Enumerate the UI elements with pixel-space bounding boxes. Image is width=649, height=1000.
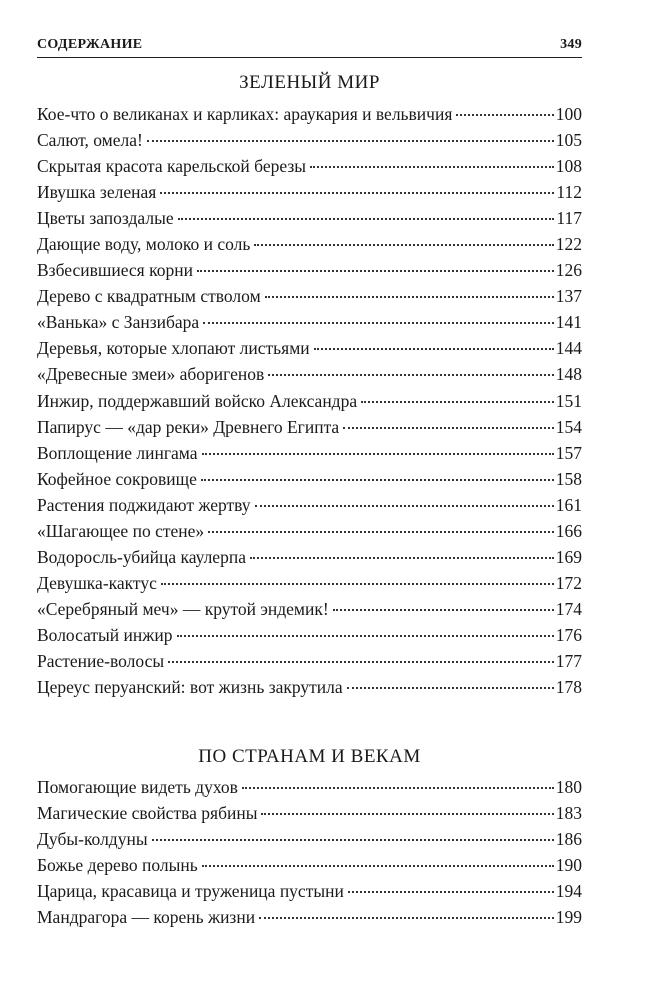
toc-entry-page: 141 (555, 312, 582, 333)
toc-entry-title: Салют, омела! (37, 130, 143, 151)
section-title: ЗЕЛЕНЫЙ МИР (239, 72, 380, 93)
dot-leader (268, 373, 554, 376)
toc-entry (37, 257, 582, 283)
toc-entry-title: Волосатый инжир (37, 624, 173, 645)
toc-entry-page: 117 (556, 208, 582, 229)
toc-entry-title: Дубы-колдуны (37, 829, 148, 850)
toc-entry (37, 852, 582, 878)
toc-entry-title: Кое-что о великанах и карликах: араукария и вельвичия (37, 104, 453, 124)
dot-leader (201, 478, 554, 481)
toc-entry-title: Папирус — «дар реки» Древнего Египта (37, 416, 340, 437)
toc-entry (37, 179, 582, 205)
toc-entry-page: 180 (555, 777, 582, 797)
toc-entry-page: 172 (555, 572, 582, 593)
toc-entry-page: 186 (555, 829, 582, 850)
toc-entry-title: «Серебряный меч» — крутой эндемик! (37, 598, 329, 619)
toc-entry-title: Цветы запоздалые (37, 208, 174, 229)
page-number: 349 (560, 37, 582, 52)
dot-leader (254, 243, 553, 246)
toc-entry (37, 492, 582, 518)
toc-entry-title: Взбесившиеся корни (37, 260, 193, 281)
toc-entry (37, 231, 582, 257)
toc-entry-title: «Ванька» с Занзибара (37, 312, 200, 333)
toc-entry (37, 674, 582, 700)
toc-entry-page: 174 (555, 598, 582, 619)
dot-leader (348, 890, 554, 893)
dot-leader (177, 634, 554, 637)
toc-entry (37, 544, 582, 570)
dot-leader (168, 660, 554, 663)
toc-list (37, 101, 582, 700)
toc-entry (37, 518, 582, 544)
toc-entry-page: 154 (555, 416, 582, 437)
dot-leader (202, 452, 554, 455)
toc-list (37, 774, 582, 930)
toc-entry-page: 108 (555, 156, 582, 177)
dot-leader (250, 556, 554, 559)
dot-leader (160, 191, 554, 194)
toc-entry (37, 101, 582, 127)
dot-leader (333, 608, 554, 611)
toc-entry (37, 596, 582, 622)
toc-entry (37, 440, 582, 466)
dot-leader (343, 426, 554, 429)
dot-leader (147, 139, 554, 142)
toc-entry-title: Воплощение лингама (37, 442, 198, 463)
toc-entry-page: 177 (555, 650, 582, 671)
toc-entry (37, 826, 582, 852)
toc-entry-page: 161 (555, 494, 582, 515)
toc-entry (37, 283, 582, 309)
dot-leader (310, 165, 554, 168)
toc-entry-title: «Древесные змеи» аборигенов (37, 364, 265, 385)
toc-entry (37, 127, 582, 153)
toc-entry-page: 151 (555, 390, 582, 411)
toc-entry-page: 112 (556, 182, 582, 203)
dot-leader (242, 786, 554, 789)
toc-entry-page: 100 (555, 104, 582, 124)
dot-leader (456, 113, 553, 116)
toc-entry-title: Деревья, которые хлопают листьями (37, 338, 310, 359)
toc-entry-title: Растения поджидают жертву (37, 494, 251, 515)
toc-entry-title: «Шагающее по стене» (37, 520, 205, 541)
toc-entry-page: 199 (555, 907, 582, 928)
toc-entry (37, 878, 582, 904)
toc-entry-page: 194 (555, 881, 582, 902)
dot-leader (361, 400, 554, 403)
dot-leader (161, 582, 554, 585)
dot-leader (259, 916, 554, 919)
section-title: ПО СТРАНАМ И ВЕКАМ (198, 746, 421, 767)
toc-entry (37, 466, 582, 492)
toc-entry-page: 158 (555, 468, 582, 489)
dot-leader (314, 347, 554, 350)
toc-entry-page: 105 (555, 130, 582, 151)
toc-entry (37, 335, 582, 361)
toc-entry (37, 388, 582, 414)
toc-entry-title: Инжир, поддержавший войско Александра (37, 390, 358, 411)
dot-leader (208, 530, 554, 533)
toc-entry-title: Помогающие видеть духов (37, 777, 238, 797)
toc-entry-title: Девушка-кактус (37, 572, 157, 593)
toc-entry-page: 157 (555, 442, 582, 463)
toc-entry-page: 148 (555, 364, 582, 385)
toc-entry-page: 178 (555, 677, 582, 698)
running-header (37, 33, 582, 58)
toc-entry-title: Водоросль-убийца каулерпа (37, 546, 246, 567)
dot-leader (261, 812, 553, 815)
toc-entry-title: Божье дерево полынь (37, 855, 198, 876)
toc-entry (37, 570, 582, 596)
toc-entry-title: Царица, красавица и труженица пустыни (37, 881, 344, 902)
toc-entry (37, 648, 582, 674)
toc-entry-title: Кофейное сокровище (37, 468, 197, 489)
dot-leader (178, 217, 555, 220)
toc-entry (37, 904, 582, 930)
toc-entry-title: Дерево с квадратным стволом (37, 286, 261, 307)
toc-entry-page: 137 (555, 286, 582, 307)
toc-entry-page: 190 (555, 855, 582, 876)
toc-entry (37, 800, 582, 826)
dot-leader (347, 686, 554, 689)
toc-entry (37, 153, 582, 179)
toc-entry (37, 205, 582, 231)
toc-entry (37, 361, 582, 387)
toc-entry-page: 183 (555, 803, 582, 824)
toc-entry-title: Ивушка зеленая (37, 182, 157, 203)
toc-entry-title: Цереус перуанский: вот жизнь закрутила (37, 677, 343, 698)
dot-leader (203, 321, 554, 324)
toc-entry (37, 309, 582, 335)
toc-entry-page: 169 (555, 546, 582, 567)
dot-leader (197, 269, 554, 272)
toc-entry-title: Дающие воду, молоко и соль (37, 234, 251, 255)
dot-leader (265, 295, 554, 298)
toc-entry-title: Растение-волосы (37, 650, 165, 671)
toc-entry-page: 176 (555, 624, 582, 645)
toc-entry-page: 166 (555, 520, 582, 541)
toc-entry (37, 774, 582, 800)
dot-leader (152, 838, 554, 841)
dot-leader (202, 864, 554, 867)
toc-entry (37, 414, 582, 440)
toc-entry-page: 122 (555, 234, 582, 255)
running-header-title: СОДЕРЖАНИЕ (37, 37, 143, 52)
toc-entry-title: Скрытая красота карельской березы (37, 156, 306, 177)
dot-leader (255, 504, 554, 507)
toc-entry-title: Магические свойства рябины (37, 803, 258, 824)
toc-entry-page: 126 (555, 260, 582, 281)
toc-entry-title: Мандрагора — корень жизни (37, 907, 256, 928)
toc-entry (37, 622, 582, 648)
toc-entry-page: 144 (555, 338, 582, 359)
